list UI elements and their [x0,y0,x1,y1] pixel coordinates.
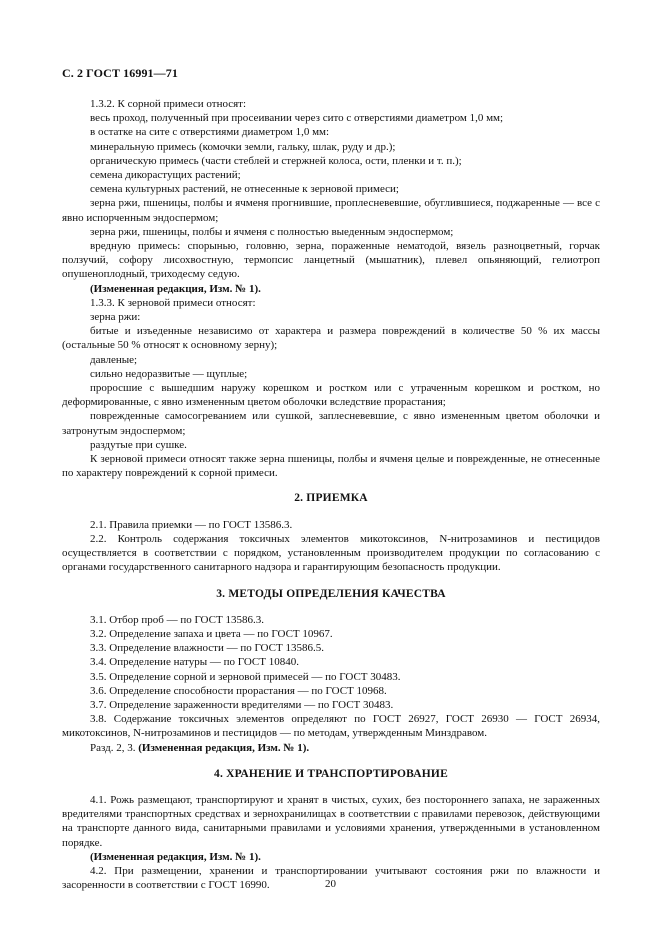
paragraph: 3.4. Определение натуры — по ГОСТ 10840. [90,656,299,669]
section-heading-2: 2. ПРИЕМКА [294,492,368,505]
amendment-note-bold: (Измененная редакция, Изм. № 1). [138,741,310,754]
paragraph: весь проход, полученный при просеивании через сито с отверстиями диаметром 1,0 мм; [90,112,504,125]
amendment-note-text: Разд. 2, 3. [90,741,139,754]
paragraph: 3.1. Отбор проб — по ГОСТ 13586.3. [90,613,264,626]
document-body [62,97,600,892]
paragraph: давленые; [90,353,138,366]
paragraph: 3.3. Определение влажности — по ГОСТ 13586.5. [90,642,324,655]
paragraph: 3.7. Определение зараженности вредителями — по ГОСТ 30483. [90,698,394,711]
paragraph: поврежденные самосогреванием или сушкой, заплесневевшие, с явно измененным цветом оболочки и затронутым эндоспермом; [62,410,600,437]
page-number: 20 [325,878,336,890]
section-heading-3: 3. МЕТОДЫ ОПРЕДЕЛЕНИЯ КАЧЕСТВА [216,587,446,600]
paragraph: 2.1. Правила приемки — по ГОСТ 13586.3. [90,518,293,531]
section-2-content [62,518,600,575]
paragraph: (Измененная редакция, Изм. № 1). [90,850,261,863]
paragraph: К зерновой примеси относят также зерна пшеницы, полбы и ячменя целые и поврежденные, не отнесенные по характеру повреждений к сорной примеси. [62,453,600,480]
paragraph: вредную примесь: спорынью, головню, зерна, пораженные нематодой, вязель разноцветный, горчак ползучий, софору лисохвостную, термопсис ланцетный (мышатник), плевел опьяняющий, гелиотроп опушеноплодный, триходесму седую. [62,240,600,281]
paragraph: в остатке на сите с отверстиями диаметром 1,0 мм: [90,126,330,139]
paragraph: зерна ржи: [90,311,141,324]
amendment-note [62,741,600,755]
paragraph: 1.3.2. К сорной примеси относят: [90,98,247,110]
paragraph: семена культурных растений, не отнесенные к зерновой примеси; [90,183,399,196]
paragraph: битые и изъеденные независимо от характера и размера повреждений в количестве 50 % их массы (остальные 50 % относят к основному зерну); [62,325,600,352]
paragraph: 3.5. Определение сорной и зерновой примесей — по ГОСТ 30483. [90,670,401,683]
paragraph: проросшие с вышедшим наружу корешком и ростком или с утраченным корешком и ростком, но деформированные, с явно измененным цветом оболочки вследствие прорастания; [62,382,600,409]
paragraph: 3.6. Определение способности прорастания — по ГОСТ 10968. [90,684,387,697]
paragraph: семена дикорастущих растений; [90,169,241,182]
paragraph: 4.2. При размещении, хранении и транспортировании учитывают состояния ржи по влажности и засоренности в соответствии с ГОСТ 16990. [62,864,600,892]
page-header: С. 2 ГОСТ 16991—71 [62,66,178,80]
section-heading-4: 4. ХРАНЕНИЕ И ТРАНСПОРТИРОВАНИЕ [214,767,448,780]
section-1-content [62,97,600,480]
paragraph: сильно недоразвитые — щуплые; [90,367,248,380]
paragraph: 4.1. Рожь размещают, транспортируют и хранят в чистых, сухих, без постороннего запаха, не зараженных вредителями транспортных средствах и зернохранилищах в соответствии с правилами перевозок, действующими на транспорте данного вида, санитарными правилами и условиями хранения, утвержденными в установленном порядке. [62,793,600,849]
paragraph: минеральную примесь (комочки земли, гальку, шлак, руду и др.); [90,140,396,153]
paragraph: зерна ржи, пшеницы, полбы и ячменя с полностью выеденным эндоспермом; [90,225,454,238]
paragraph: раздутые при сушке. [90,438,187,451]
paragraph: (Измененная редакция, Изм. № 1). [90,282,261,295]
paragraph: зерна ржи, пшеницы, полбы и ячменя прогнившие, проплесневевшие, обуглившиеся, поджаренные — все с явно испорченным эндоспермом; [62,197,600,224]
paragraph: 2.2. Контроль содержания токсичных элементов микотоксинов, N-нитрозаминов и пестицидов осуществляется в соответствии с порядком, установленным производителем продукции по согласованию с органами государственного санитарного надзора и гарантирующим безопасность продукции. [62,532,600,574]
paragraph: органическую примесь (части стеблей и стержней колоса, ости, пленки и т. п.); [90,154,462,167]
paragraph: 3.2. Определение запаха и цвета — по ГОСТ 10967. [90,627,333,640]
paragraph: 3.8. Содержание токсичных элементов определяют по ГОСТ 26927, ГОСТ 26930 — ГОСТ 26934, микотоксинов, N-нитрозаминов и пестицидов — по методам, утвержденным Минздравом. [62,713,600,740]
section-3-content [62,613,600,741]
paragraph: 1.3.3. К зерновой примеси относят: [90,296,256,309]
